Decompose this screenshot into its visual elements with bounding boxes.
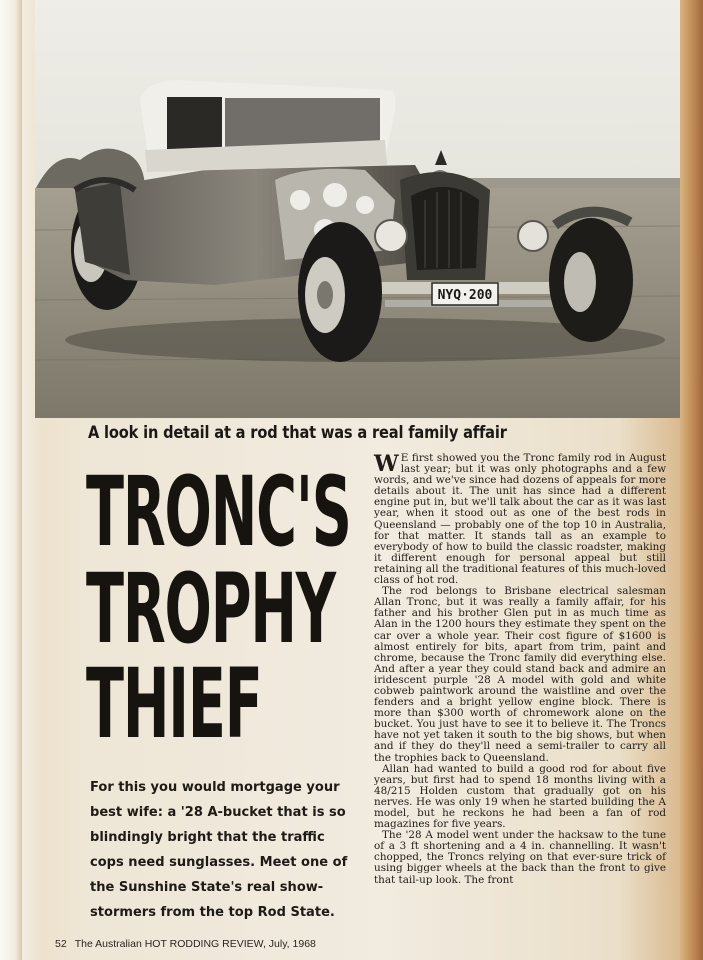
paragraph-2: The rod belongs to Brisbane electrical salesman Allan Tronc, but it was really a family affair, for his father and his brother Glen put in as much time as Alan in the 1200 hours they estimate they spent on the car over a whole year. Their cost figure of $1600 is almost entirely for bits, apart from trim, paint and chrome, because the Tronc family did everything else. And after a year they could stand back and admire an iridescent purple '28 A model with gold and white cobweb paintwork around the waistline and over the fenders and a bright yellow engine block. There is more than $300 worth of chromework alone on the bucket. You just have to see it to believe it. The Troncs have not yet taken it south to the big shows, but when and if they do they'll need a semi-trailer to carry all the trophies back to Queensland. bbox=[374, 585, 666, 764]
page-left-margin bbox=[0, 0, 22, 960]
paragraph-1 bbox=[374, 453, 666, 586]
title-line-1: TRONC'S bbox=[86, 456, 351, 568]
publication-line: The Australian HOT RODDING REVIEW, July, 1968 bbox=[74, 938, 316, 950]
license-plate-text: NYQ·200 bbox=[437, 288, 493, 303]
title-line-3: THIEF bbox=[86, 648, 262, 760]
drop-cap: W bbox=[374, 451, 399, 477]
page-footer bbox=[55, 938, 324, 950]
article-kicker: A look in detail at a rod that was a real family affair bbox=[88, 423, 507, 443]
page-number: 52 bbox=[55, 938, 67, 950]
article-body bbox=[374, 453, 666, 886]
page-fold-shadow bbox=[680, 0, 703, 960]
hot-rod-illustration bbox=[35, 0, 680, 418]
paragraph-4: The '28 A model went under the hacksaw to the tune of a 3 ft shortening and a 4 in. channelling. It wasn't chopped, the Troncs relying on that ever-sure trick of using bigger wheels at the back than the front to give that tail-up look. The front bbox=[374, 829, 666, 886]
paragraph-3: Allan had wanted to build a good rod for about five years, but first had to spend 18 months living with a 48/215 Holden custom that gradually got on his nerves. He was only 19 when he started building the A model, but he reckons he had been a fan of rod magazines for five years. bbox=[374, 762, 666, 831]
paragraph-1-text: E first showed you the Tronc family rod in August last year; but it was only photographs and a few words, and we've since had dozens of appeals for more details about it. The unit has since had a different engine put in, but we'll talk about the car as it was last year, when it stood out as one of the best rods in Queensland — probably one of the top 10 in Australia, for that matter. It stands tall as an example to everybody of how to build the classic roadster, making it different enough for personal appeal but still retaining all the traditional features of this much-loved class of hot rod. bbox=[374, 452, 666, 587]
hot-rod-photo bbox=[35, 0, 680, 418]
title-line-2: TROPHY bbox=[86, 553, 335, 665]
article-standfirst: For this you would mortgage your best wife: a '28 A-bucket that is so blindingly bright that the traffic cops need sunglasses. Meet one of the Sunshine State's real show-stormers from the top Rod State. bbox=[90, 780, 348, 920]
